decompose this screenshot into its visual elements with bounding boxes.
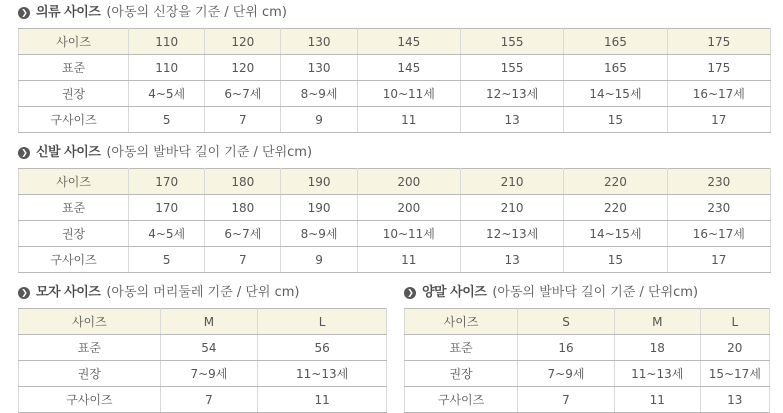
value-cell: M (160, 309, 258, 335)
value-cell: 8~9세 (281, 81, 357, 107)
value-cell: 16 (518, 335, 615, 361)
bullet-arrow-glyph: ❯ (21, 287, 28, 297)
section-title-text: 양말 사이즈 (422, 285, 487, 300)
value-cell: 9 (281, 247, 357, 273)
value-cell: 220 (564, 169, 667, 195)
table-row (405, 335, 770, 361)
row-label-cell: 구사이즈 (405, 387, 518, 413)
row-label-cell: 사이즈 (19, 309, 161, 335)
section-clothing-size (18, 5, 771, 133)
value-cell: 7~9세 (160, 361, 258, 387)
value-cell: 14~15세 (564, 221, 667, 247)
section-title-text: 모자 사이즈 (36, 285, 101, 300)
value-cell: 230 (667, 195, 770, 221)
value-cell: 5 (129, 247, 205, 273)
value-cell: 220 (564, 195, 667, 221)
shoe-size-table (18, 168, 771, 273)
table-row (405, 387, 770, 413)
table-header-row (19, 309, 387, 335)
hat-size-table (18, 308, 387, 413)
row-label-cell: 구사이즈 (19, 247, 129, 273)
value-cell: 120 (205, 55, 281, 81)
value-cell: 230 (667, 169, 770, 195)
row-label-cell: 사이즈 (19, 169, 129, 195)
table-header-row (19, 29, 771, 55)
table-row (19, 107, 771, 133)
value-cell: 14~15세 (564, 81, 667, 107)
value-cell: 120 (205, 29, 281, 55)
clothing-section-title (18, 5, 771, 20)
table-row (19, 81, 771, 107)
row-label-cell: 구사이즈 (19, 107, 129, 133)
table-header-row (405, 309, 770, 335)
value-cell: 17 (667, 247, 770, 273)
row-label-cell: 권장 (19, 361, 161, 387)
value-cell: 165 (564, 55, 667, 81)
value-cell: 11~13세 (258, 361, 387, 387)
table-header-row (19, 169, 771, 195)
table-row (19, 335, 387, 361)
section-title-text: 신발 사이즈 (36, 145, 101, 160)
value-cell: L (258, 309, 387, 335)
value-cell: 7 (518, 387, 615, 413)
value-cell: 170 (129, 169, 205, 195)
table-row (19, 221, 771, 247)
value-cell: 18 (614, 335, 700, 361)
row-label-cell: 구사이즈 (19, 387, 161, 413)
value-cell: 11 (357, 107, 460, 133)
bullet-arrow-glyph: ❯ (21, 147, 28, 157)
value-cell: 145 (357, 55, 460, 81)
table-row (19, 387, 387, 413)
section-hat-size (18, 285, 387, 413)
value-cell: 7 (205, 247, 281, 273)
section-shoe-size (18, 145, 771, 273)
bullet-arrow-glyph: ❯ (407, 287, 414, 297)
bullet-arrow-icon (18, 287, 30, 299)
row-label-cell: 권장 (405, 361, 518, 387)
value-cell: 13 (460, 247, 563, 273)
value-cell: 9 (281, 107, 357, 133)
table-row (405, 361, 770, 387)
bullet-arrow-icon (18, 147, 30, 159)
row-label-cell: 권장 (19, 81, 129, 107)
value-cell: 180 (205, 195, 281, 221)
value-cell: 175 (667, 55, 770, 81)
bullet-arrow-icon (18, 7, 30, 19)
value-cell: 165 (564, 29, 667, 55)
value-cell: 7 (160, 387, 258, 413)
value-cell: 7 (205, 107, 281, 133)
value-cell: 11 (357, 247, 460, 273)
sock-section-title (404, 285, 770, 300)
value-cell: 11 (614, 387, 700, 413)
value-cell: 16~17세 (667, 221, 770, 247)
value-cell: 7~9세 (518, 361, 615, 387)
value-cell: 20 (700, 335, 769, 361)
value-cell: 110 (129, 29, 205, 55)
section-subtitle-text: (아동의 발바닥 길이 기준 / 단위cm) (106, 145, 313, 160)
value-cell: 110 (129, 55, 205, 81)
value-cell: 170 (129, 195, 205, 221)
value-cell: 180 (205, 169, 281, 195)
section-title-text: 의류 사이즈 (36, 5, 101, 20)
row-label-cell: 사이즈 (405, 309, 518, 335)
value-cell: 6~7세 (205, 81, 281, 107)
value-cell: M (614, 309, 700, 335)
row-label-cell: 권장 (19, 221, 129, 247)
value-cell: 13 (460, 107, 563, 133)
table-row (19, 195, 771, 221)
table-row (19, 361, 387, 387)
value-cell: 10~11세 (357, 221, 460, 247)
table-row (19, 55, 771, 81)
value-cell: 13 (700, 387, 769, 413)
value-cell: 54 (160, 335, 258, 361)
section-subtitle-text: (아동의 발바닥 길이 기준 / 단위cm) (492, 285, 699, 300)
value-cell: 210 (460, 195, 563, 221)
value-cell: 15~17세 (700, 361, 769, 387)
value-cell: 200 (357, 195, 460, 221)
value-cell: 155 (460, 55, 563, 81)
shoe-section-title (18, 145, 771, 160)
value-cell: 4~5세 (129, 221, 205, 247)
section-subtitle-text: (아동의 신장을 기준 / 단위 cm) (106, 5, 287, 20)
row-label-cell: 표준 (405, 335, 518, 361)
section-sock-size (404, 285, 770, 413)
value-cell: 4~5세 (129, 81, 205, 107)
value-cell: 210 (460, 169, 563, 195)
value-cell: 8~9세 (281, 221, 357, 247)
value-cell: S (518, 309, 615, 335)
bottom-sections-row (18, 285, 783, 413)
value-cell: 56 (258, 335, 387, 361)
value-cell: 10~11세 (357, 81, 460, 107)
hat-section-title (18, 285, 387, 300)
bullet-arrow-glyph: ❯ (21, 7, 28, 17)
value-cell: 12~13세 (460, 221, 563, 247)
table-row (19, 247, 771, 273)
value-cell: 15 (564, 247, 667, 273)
bullet-arrow-icon (404, 287, 416, 299)
value-cell: 155 (460, 29, 563, 55)
value-cell: 200 (357, 169, 460, 195)
value-cell: 11 (258, 387, 387, 413)
value-cell: 6~7세 (205, 221, 281, 247)
value-cell: 12~13세 (460, 81, 563, 107)
row-label-cell: 표준 (19, 55, 129, 81)
sock-size-table (404, 308, 770, 413)
value-cell: 130 (281, 55, 357, 81)
value-cell: 190 (281, 169, 357, 195)
value-cell: 130 (281, 29, 357, 55)
value-cell: L (700, 309, 769, 335)
row-label-cell: 사이즈 (19, 29, 129, 55)
value-cell: 16~17세 (667, 81, 770, 107)
value-cell: 175 (667, 29, 770, 55)
row-label-cell: 표준 (19, 335, 161, 361)
value-cell: 11~13세 (614, 361, 700, 387)
value-cell: 190 (281, 195, 357, 221)
value-cell: 5 (129, 107, 205, 133)
clothing-size-table (18, 28, 771, 133)
section-subtitle-text: (아동의 머리둘레 기준 / 단위 cm) (106, 285, 300, 300)
value-cell: 15 (564, 107, 667, 133)
value-cell: 145 (357, 29, 460, 55)
row-label-cell: 표준 (19, 195, 129, 221)
value-cell: 17 (667, 107, 770, 133)
